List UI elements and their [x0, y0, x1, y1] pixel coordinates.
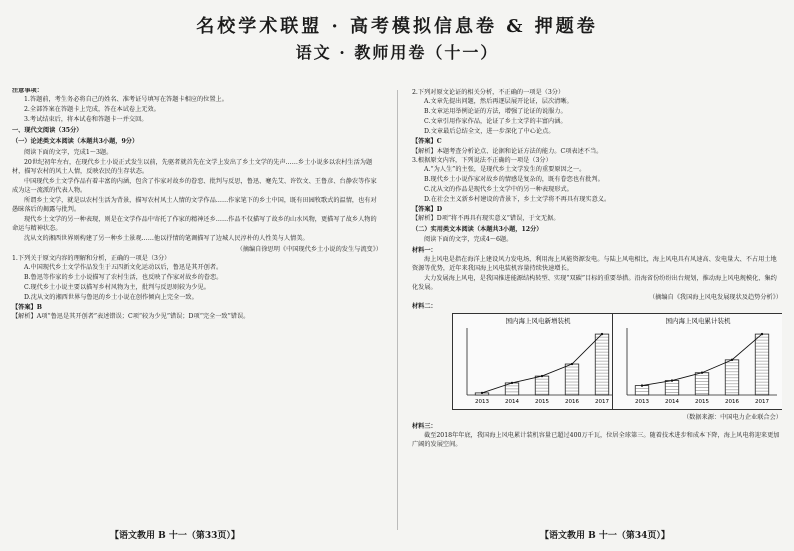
- exam-title: 名校学术联盟 · 高考模拟信息卷 & 押题卷: [196, 16, 598, 37]
- question-2: 2.下列对原文论证的相关分析，不正确的一项是（3分）: [412, 89, 565, 96]
- chart-title: 国内海上风电新增装机: [505, 317, 571, 326]
- chart-svg: [453, 314, 623, 409]
- x-tick-label: 2015: [535, 399, 549, 406]
- bar: [665, 381, 679, 395]
- question-3: 3.根据原文内容，下列说法不正确的一项是（3分）: [412, 156, 552, 164]
- option: B.鲁迅等作家的乡土小说描写了农村生活，也反映了作家对故乡的眷恋。: [24, 273, 223, 281]
- x-tick-label: 2017: [755, 399, 769, 406]
- footer-left: 【语文教用 B 十一（第33页）】: [110, 531, 240, 541]
- material-label: 材料三：: [412, 423, 437, 431]
- passage-paragraph: 所谓乡土文学，就是以农村生活为背景，描写农村风土人情的文学作品……作家笔下的乡土中国，既有田园牧歌式的温情，也有对愚昧落后的揭露与批判。: [12, 197, 377, 214]
- option: D.沈从文的湘西世界与鲁迅的乡土小说在创作倾向上完全一致。: [24, 293, 198, 301]
- option: A.中国现代乡土文学作品发生于五四新文化运动以后，鲁迅是其开创者。: [24, 263, 223, 271]
- passage-paragraph: 20世纪初年左右，在现代乡土小说正式发生以前，先驱者就首先在文学上发出了乡土文学的先声……乡土小说多以农村生活为题材，描写农村的风土人情，反映农民的生存状态。: [12, 158, 373, 175]
- x-tick-label: 2014: [665, 399, 679, 406]
- question-1: 1.下列关于原文内容的理解和分析，正确的一项是（3分）: [12, 254, 171, 262]
- option: C.文章引用作家作品，论证了乡土文学的丰富内涵。: [424, 118, 567, 126]
- exam-subtitle: 语文 · 教师用卷（十一）: [295, 43, 499, 62]
- notice-item: 2.全部答案在答题卡上完成，答在本试卷上无效。: [24, 106, 160, 114]
- trend-point: [671, 380, 673, 382]
- chart-cumulative-installations: [612, 313, 782, 410]
- subsection-heading: （一）论述类文本阅读（本题共3小题，9分）: [12, 138, 139, 146]
- chart-svg: [613, 314, 782, 409]
- x-tick-label: 2014: [505, 399, 519, 406]
- left-column: [12, 88, 382, 518]
- chart-source: （数据来源：中国电力企业联合会）: [683, 414, 782, 422]
- material-text: 大力发展海上风电，是我国推进能源结构转型、实现“双碳”目标的重要举措。沿海省份纷纷出台规划，推动海上风电规模化、集约化发展。: [412, 274, 777, 291]
- x-tick-label: 2017: [595, 399, 609, 406]
- notice: [12, 88, 382, 124]
- charts-area: [412, 313, 782, 413]
- option: D.文章最后总结全文，进一步深化了中心论点。: [424, 128, 555, 136]
- option: B.文章运用举例论证的方法，增强了论证的说服力。: [424, 108, 567, 116]
- instruction: 阅读下面的文字，完成1～3题。: [24, 148, 113, 156]
- option: D.在社会主义新乡村建设的背景下，乡土文学将不再具有现实意义。: [424, 196, 611, 204]
- answer: 【答案】D: [412, 206, 443, 214]
- passage-source: （摘编自徐思明《中国现代乡土小说的发生与流变》）: [236, 245, 382, 253]
- trend-point: [541, 375, 543, 377]
- footer-right: 【语文教用 B 十一（第34页）】: [540, 531, 670, 541]
- header: [0, 12, 794, 63]
- option: C.现代乡土小说主要以描写乡村风物为主，批判与反思则较为少见。: [24, 283, 210, 291]
- material-text: 海上风电是指在海洋上建设风力发电场，利用海上风能资源发电。与陆上风电相比，海上风电具有风速高、发电量大、不占用土地资源等优势，近年来我国海上风电装机容量持续快速增长。: [412, 255, 777, 272]
- x-tick-label: 2013: [475, 399, 489, 406]
- explanation: 【解析】A项“鲁迅是其开创者”表述错误；C项“较为少见”错误；D项“完全一致”错误。: [12, 313, 250, 321]
- section-heading: 一、现代文阅读（35分）: [12, 127, 83, 135]
- x-tick-label: 2013: [635, 399, 649, 406]
- chart-title: 国内海上风电累计装机: [665, 317, 731, 326]
- trend-point: [571, 363, 573, 365]
- subsection-heading: （二）实用类文本阅读（本题共3小题，12分）: [412, 226, 543, 234]
- trend-point: [731, 359, 733, 361]
- trend-point: [511, 382, 513, 384]
- passage-paragraph: 中国现代乡土文学作品有着丰富的内涵，包含了作家对故乡的眷恋、批判与反思，鲁迅、蹇先艾、许钦文、王鲁彦、台静农等作家成为这一流派的代表人物。: [12, 177, 377, 194]
- x-tick-label: 2016: [725, 399, 739, 406]
- material-label: 材料二：: [412, 303, 437, 311]
- material-text: 截至2018年年底，我国海上风电累计装机容量已超过400万千瓦，位居全球第三。随着技术进步和成本下降，海上风电将迎来更加广阔的发展空间。: [412, 432, 780, 449]
- instruction: 阅读下面的文字，完成4～6题。: [424, 236, 513, 244]
- notice-label: 注意事项：: [12, 88, 43, 94]
- right-column: [412, 88, 782, 518]
- answer: 【答案】C: [412, 138, 442, 146]
- option: B.现代乡土小说作家对故乡的情感是复杂的，既有眷恋也有批判。: [424, 175, 604, 183]
- material-label: 材料一：: [412, 246, 437, 254]
- material-source: （摘编自《我国海上风电发展现状及趋势分析》）: [648, 293, 782, 301]
- option: A.“为人生”的主张，是现代乡土文学发生的重要原因之一。: [424, 165, 586, 173]
- bar: [635, 386, 649, 395]
- x-tick-label: 2015: [695, 399, 709, 406]
- explanation: 【解析】D项“将不再具有现实意义”错误，于文无据。: [412, 215, 560, 223]
- trend-point: [761, 333, 763, 335]
- chart-new-installations: [452, 313, 624, 410]
- notice-item: 1.答题前，考生务必将自己的姓名、准考证号填写在答题卡相应的位置上。: [24, 96, 228, 104]
- option: A.文章先提出问题，然后再逐层展开论证，层次清晰。: [424, 98, 573, 106]
- bar: [695, 373, 709, 395]
- passage-paragraph: 现代乡土文学的另一种表现，则是在文学作品中寄托了作家的精神还乡……作品不仅描写了故乡的山水风物，更描写了故乡人物的命运与精神状态。: [12, 216, 377, 233]
- column-divider: [397, 90, 398, 530]
- trend-point: [701, 372, 703, 374]
- bar: [565, 364, 579, 395]
- trend-point: [601, 333, 603, 335]
- trend-point: [481, 392, 483, 394]
- explanation: 【解析】本题考查分析论点、论据和论证方法的能力。C项表述不当。: [412, 147, 603, 155]
- trend-point: [641, 385, 643, 387]
- passage-paragraph: 沈从文的湘西世界则构建了另一种乡土景观……他以抒情的笔调描写了边城人民淳朴的人性美与人情美。: [24, 235, 309, 243]
- notice-item: 3.考试结束后，将本试卷和答题卡一并交回。: [24, 116, 148, 124]
- answer: 【答案】B: [12, 304, 42, 312]
- x-tick-label: 2016: [565, 399, 579, 406]
- option: C.沈从文的作品是现代乡土文学中的另一种表现形式。: [424, 185, 573, 193]
